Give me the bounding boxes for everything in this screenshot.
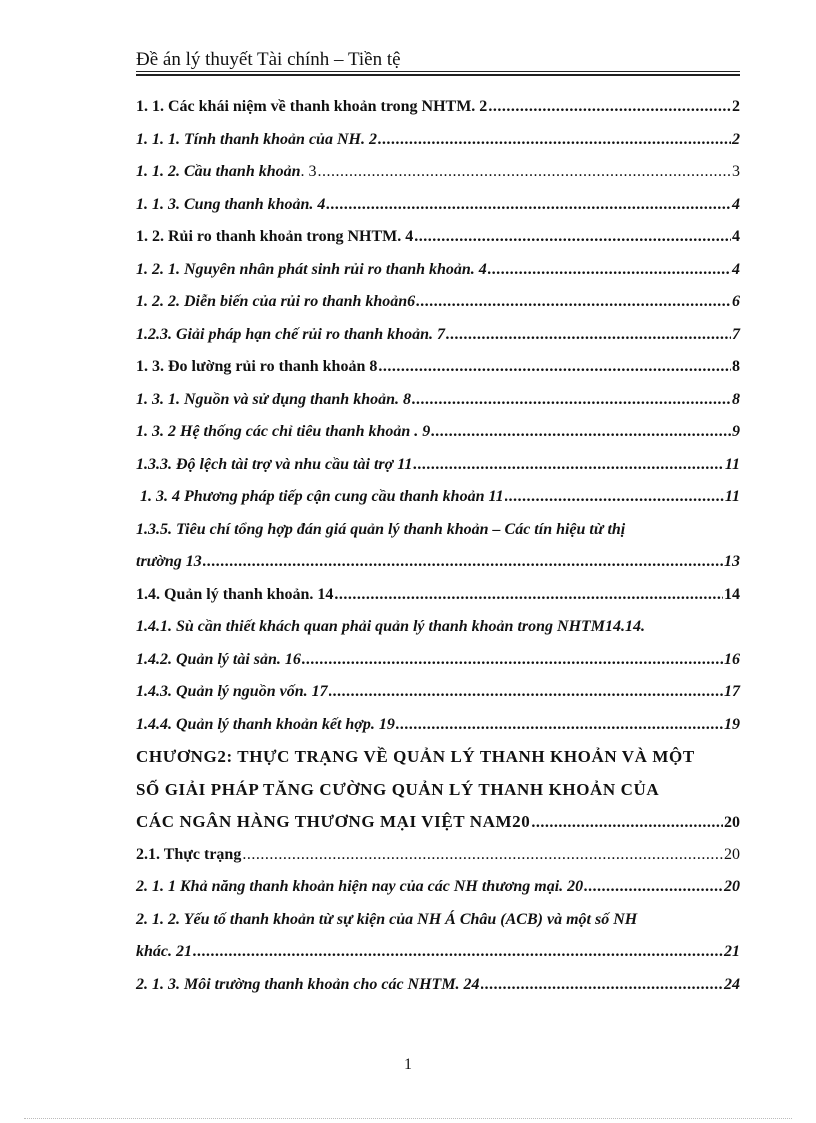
toc-entry-title: 2.1. Thực trạng — [136, 845, 242, 863]
toc-entry[interactable] — [136, 969, 740, 1002]
toc-entry[interactable] — [136, 384, 740, 417]
toc-entry-title: 1. 2. 2. Diễn biến của rủi ro thanh khoản6 — [136, 293, 416, 310]
toc-page-number: 11 — [724, 488, 740, 505]
leader-dots — [413, 454, 724, 476]
chapter-title-line2: SỐ GIẢI PHÁP TĂNG CƯỜNG QUẢN LÝ THANH KHOẢN CỦA — [136, 779, 660, 799]
toc-page-number: 16 — [724, 650, 740, 668]
leader-dots — [378, 129, 731, 151]
toc-entry-title: 1.4. Quản lý thanh khoản. 14 — [136, 585, 334, 603]
toc-page-number: 4 — [732, 260, 740, 278]
toc-page-number: 8 — [732, 358, 740, 375]
header-title: Đề án lý thuyết Tài chính – Tiền tệ — [136, 49, 401, 70]
page-header — [136, 48, 740, 72]
toc-page-number: 9 — [732, 423, 740, 440]
table-of-contents — [136, 91, 740, 1001]
leader-dots — [481, 974, 723, 996]
toc-chapter-entry[interactable] — [136, 741, 740, 774]
leader-dots — [193, 941, 723, 963]
toc-entry-title: 1.4.4. Quản lý thanh khoản kết hợp. 19 — [136, 715, 395, 733]
toc-page-number: 2 — [732, 98, 740, 115]
toc-page-number: 13 — [724, 553, 740, 570]
toc-chapter-entry-continuation[interactable] — [136, 774, 740, 807]
leader-dots — [318, 161, 731, 183]
toc-entry[interactable] — [136, 221, 740, 254]
toc-page-number: 6 — [732, 293, 740, 310]
toc-entry[interactable] — [136, 839, 740, 872]
toc-page-number: 20 — [724, 878, 740, 895]
toc-entry-continuation[interactable] — [136, 546, 740, 579]
toc-page-number: 20 — [724, 845, 740, 863]
toc-entry[interactable] — [136, 871, 740, 904]
leader-dots — [326, 194, 731, 216]
toc-entry-title: 1.4.2. Quản lý tài sản. 16 — [136, 650, 301, 668]
chapter-title-line3: CÁC NGÂN HÀNG THƯƠNG MẠI VIỆT NAM20 — [136, 812, 531, 831]
leader-dots — [414, 226, 731, 248]
leader-dots — [584, 876, 723, 898]
toc-page-number: 20 — [724, 814, 740, 831]
toc-page-number: 21 — [724, 943, 740, 960]
page-number: 1 — [404, 1056, 412, 1073]
leader-dots — [505, 486, 724, 508]
toc-page-number: 11 — [724, 455, 740, 473]
toc-page-number: 17 — [724, 683, 740, 700]
toc-entry[interactable] — [136, 189, 740, 222]
header-rule — [136, 71, 740, 72]
toc-chapter-entry-continuation[interactable] — [136, 806, 740, 839]
toc-entry-title: 1. 1. Các khái niệm về thanh khoản trong NHTM. 2 — [136, 98, 488, 115]
leader-dots — [488, 96, 731, 118]
toc-entry[interactable] — [136, 254, 740, 287]
toc-entry-title: 1. 3. Đo lường rủi ro thanh khoản 8 — [136, 358, 378, 375]
toc-entry-title: 1.4.3. Quản lý nguồn vốn. 17 — [136, 683, 328, 700]
leader-dots — [378, 356, 731, 378]
toc-entry-continuation[interactable] — [136, 936, 740, 969]
toc-entry[interactable] — [136, 481, 740, 514]
toc-entry[interactable] — [136, 124, 740, 157]
chapter-title-line1: CHƯƠNG2: THỰC TRẠNG VỀ QUẢN LÝ THANH KHOẢN VÀ MỘT — [136, 747, 695, 766]
toc-entry-title: 2. 1. 2. Yếu tố thanh khoản từ sự kiện của NH Á Châu (ACB) và một số NH — [136, 910, 638, 928]
toc-entry-title: 2. 1. 3. Môi trường thanh khoản cho các NHTM. 24 — [136, 975, 480, 993]
toc-entry-title: 1. 2. 1. Nguyên nhân phát sinh rủi ro thanh khoản. 4 — [136, 260, 487, 278]
toc-page-number: 4 — [732, 195, 740, 213]
toc-page-number: 7 — [732, 325, 740, 343]
leader-dots — [242, 844, 723, 866]
leader-dots — [396, 714, 723, 736]
toc-page-number: 2 — [732, 130, 740, 148]
toc-entry-title: 1. 1. 2. Cầu thanh khoản — [136, 163, 301, 180]
toc-entry-title: 1. 3. 1. Nguồn và sử dụng thanh khoản. 8 — [136, 390, 411, 408]
toc-entry-title: 1.3.5. Tiêu chí tổng hợp đán giá quản lý thanh khoản – Các tín hiệu từ thị — [136, 520, 626, 538]
toc-entry[interactable] — [136, 644, 740, 677]
toc-page-number: 24 — [724, 975, 740, 993]
leader-dots — [446, 324, 731, 346]
toc-page-number: 3 — [732, 163, 740, 180]
toc-entry[interactable] — [136, 676, 740, 709]
leader-dots — [488, 259, 731, 281]
toc-entry[interactable] — [136, 156, 740, 189]
leader-dots — [329, 681, 723, 703]
toc-entry[interactable] — [136, 514, 740, 547]
toc-entry[interactable] — [136, 319, 740, 352]
leader-dots — [203, 551, 723, 573]
toc-entry[interactable] — [136, 904, 740, 937]
toc-entry-title: 1.4.1. Sù cần thiết khách quan phải quản lý thanh khoản trong NHTM14.14. — [136, 618, 646, 635]
toc-page-number: 19 — [724, 715, 740, 733]
toc-entry[interactable] — [136, 416, 740, 449]
toc-entry-title: 1. 2. Rủi ro thanh khoản trong NHTM. 4 — [136, 228, 414, 245]
leader-dots — [431, 421, 731, 443]
toc-entry-title: 2. 1. 1 Khả năng thanh khoản hiện nay của các NH thương mại. 20 — [136, 878, 584, 895]
leader-dots — [531, 812, 723, 834]
leader-dots — [416, 291, 731, 313]
toc-entry[interactable] — [136, 286, 740, 319]
toc-entry[interactable] — [136, 449, 740, 482]
toc-page-number: 8 — [732, 390, 740, 408]
header-rule-thick — [136, 74, 740, 76]
toc-entry-title: 1. 1. 1. Tính thanh khoản của NH. 2 — [136, 130, 377, 148]
toc-entry[interactable] — [136, 351, 740, 384]
toc-entry-title: 1. 3. 4 Phương pháp tiếp cận cung cầu thanh khoản 11 — [136, 488, 504, 505]
leader-dots — [412, 389, 731, 411]
toc-page-number: 14 — [724, 585, 740, 603]
toc-entry[interactable] — [136, 579, 740, 612]
toc-entry-title: 1. 3. 2 Hệ thống các chỉ tiêu thanh khoản . 9 — [136, 423, 431, 440]
toc-entry-title: 1.2.3. Giải pháp hạn chế rủi ro thanh khoản. 7 — [136, 325, 445, 343]
leader-dots — [302, 649, 723, 671]
toc-entry[interactable] — [136, 611, 740, 644]
toc-entry[interactable] — [136, 709, 740, 742]
toc-entry-title-suffix: . 3 — [300, 163, 317, 180]
toc-page-number: 4 — [732, 228, 740, 245]
leader-dots — [334, 584, 723, 606]
page-bottom-border — [24, 1118, 792, 1119]
toc-entry-title: 1.3.3. Độ lệch tài trợ và nhu cầu tài trợ 11 — [136, 455, 413, 473]
toc-entry-title-cont: trường 13 — [136, 553, 202, 570]
toc-entry-title-cont: khác. 21 — [136, 943, 192, 960]
toc-entry-title: 1. 1. 3. Cung thanh khoản. 4 — [136, 195, 326, 213]
toc-entry[interactable] — [136, 91, 740, 124]
